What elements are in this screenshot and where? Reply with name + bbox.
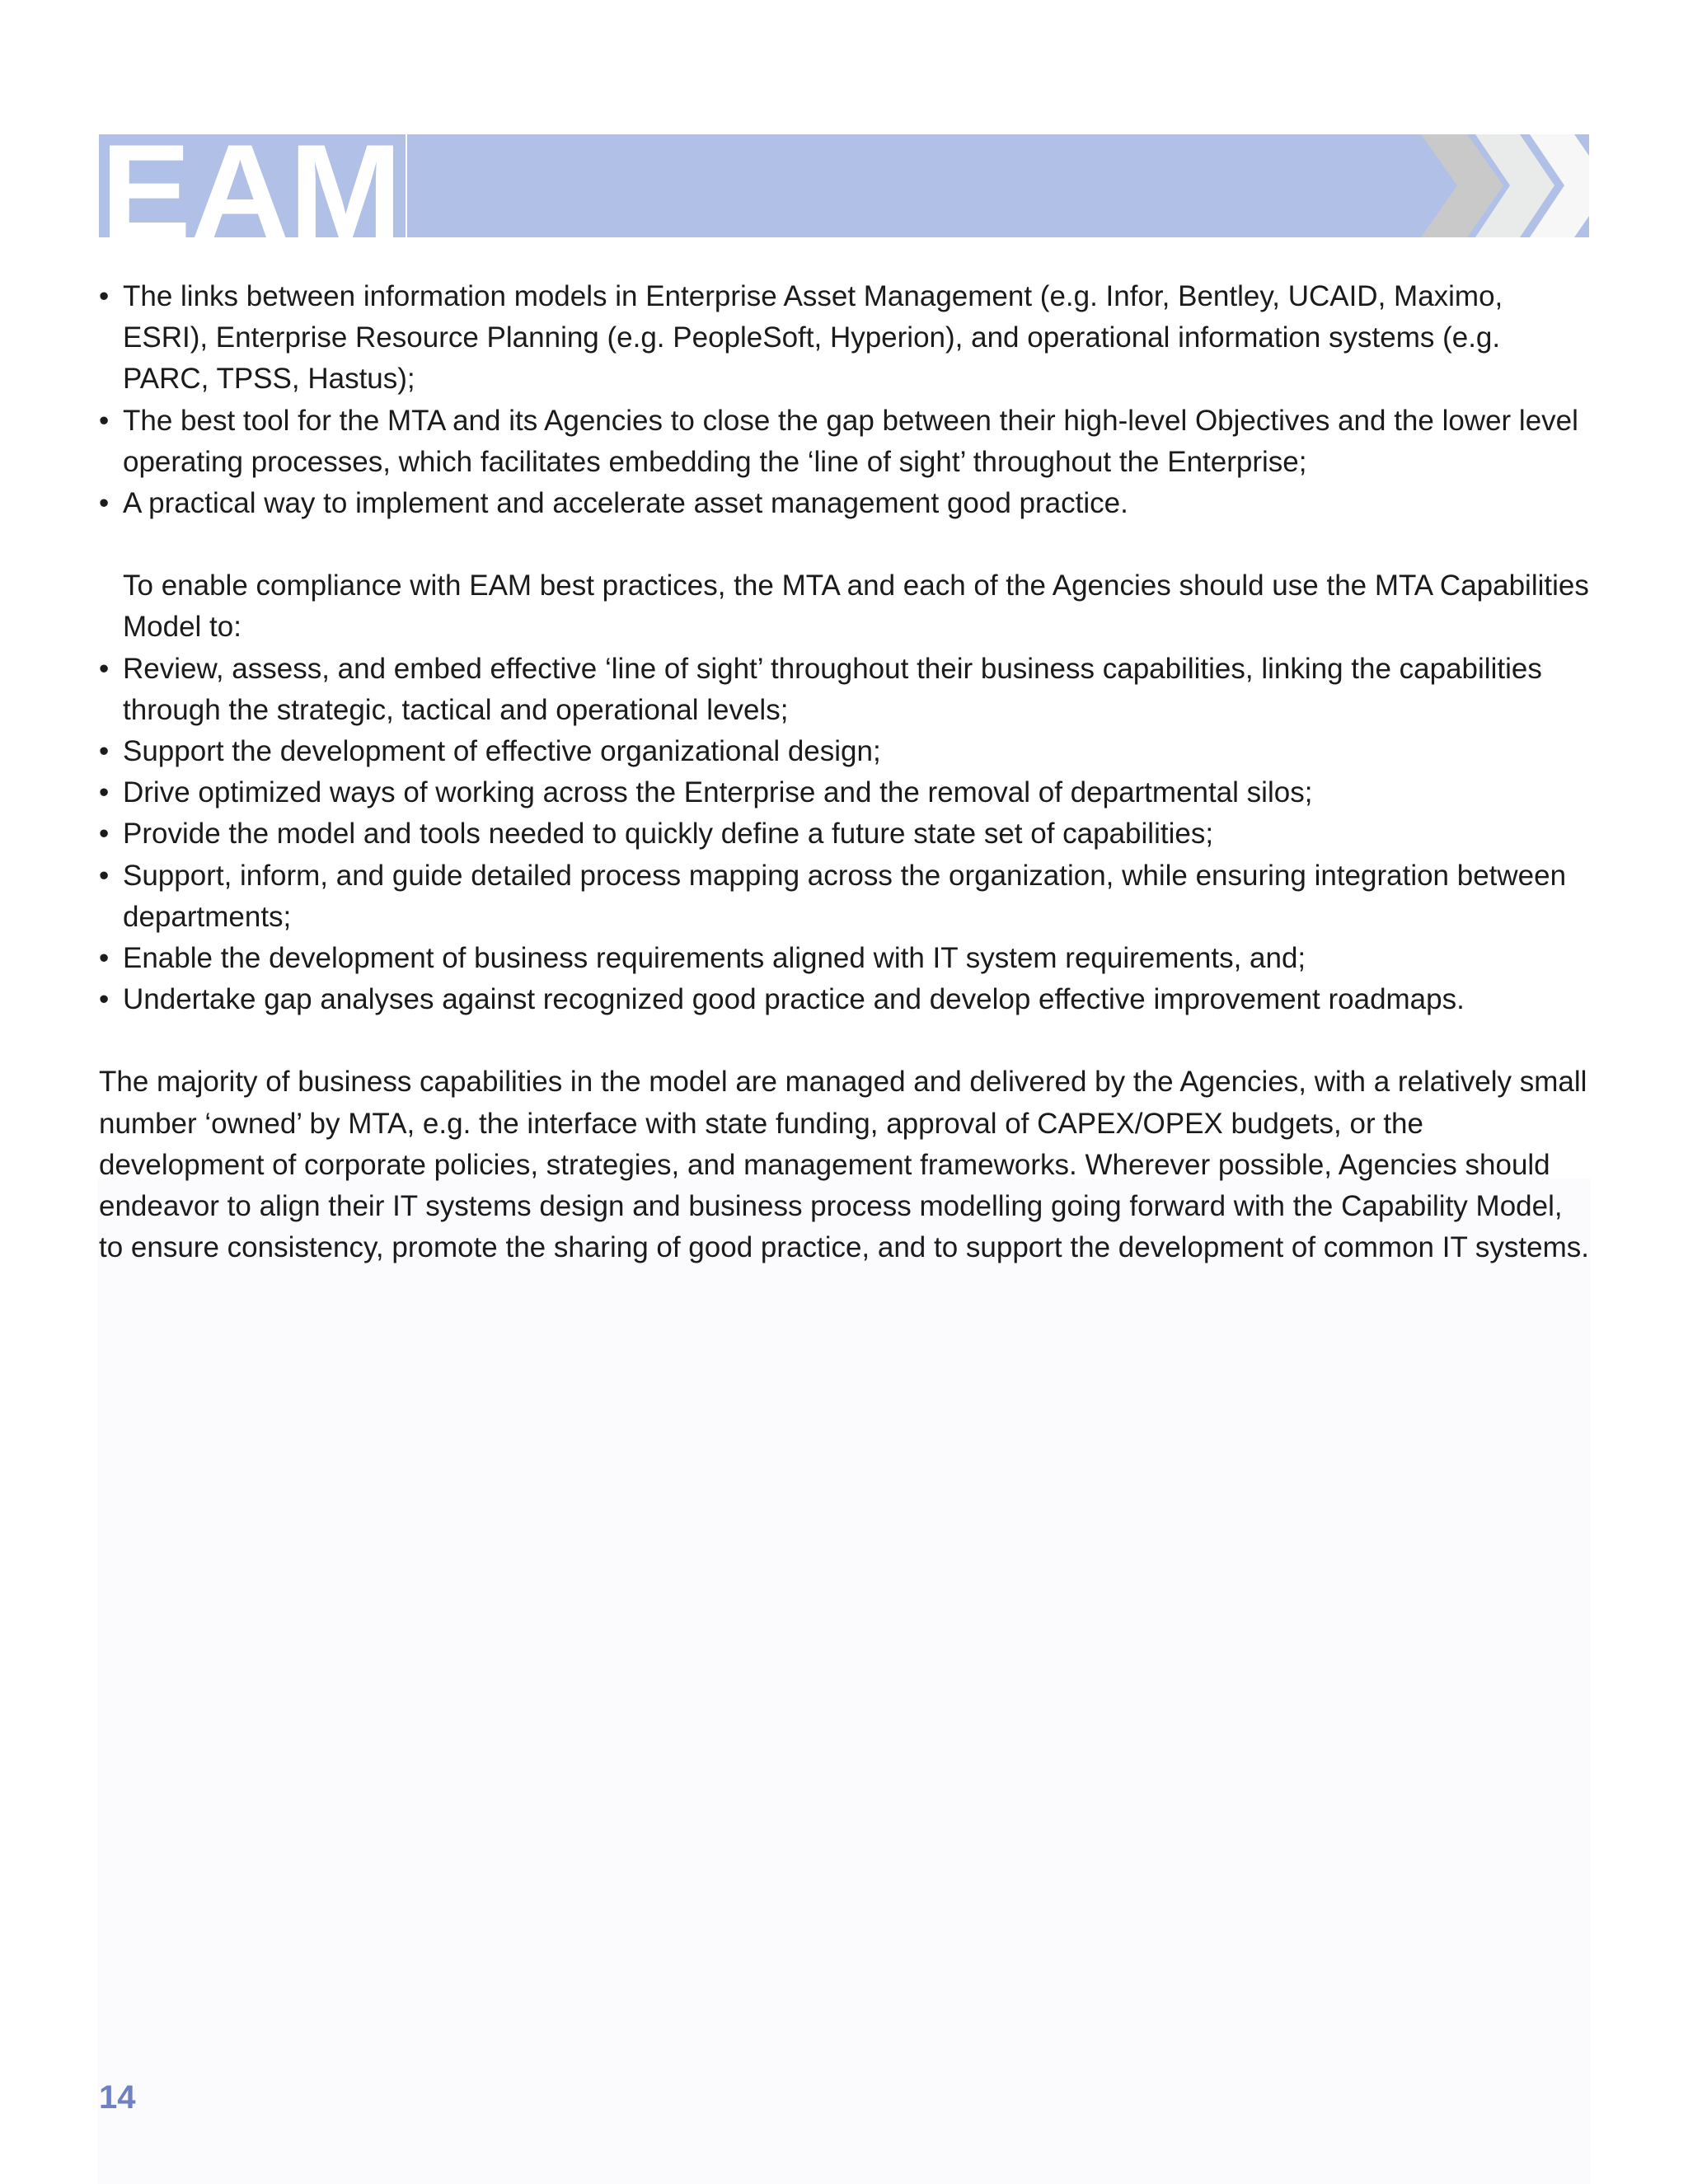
section-two-intro: To enable compliance with EAM best practices, the MTA and each of the Agencies should use the MTA Capabilities Model to: xyxy=(123,569,1589,644)
header-title: EAM xyxy=(101,134,402,237)
list-item: • Support, inform, and guide detailed process mapping across the organization, while ensuring integration between departments; xyxy=(99,855,1591,938)
closing-paragraph: The majority of business capabilities in the model are managed and delivered by the Agencies, with a relatively small number ‘owned’ by MTA, e.g. the interface with state funding, approval of CAPEX/OPEX budgets, or the development of corporate policies, strategies, and management frameworks. Wherever possible, Agencies should endeavor to align their IT systems design and business process modelling going forward with the Capability Model, to ensure consistency, promote the sharing of good practice, and to support the development of common IT systems. xyxy=(99,1066,1590,1264)
list-item: • The links between information models in Enterprise Asset Management (e.g. Infor, Bentley, UCAID, Maximo, ESRI), Enterprise Resource Planning (e.g. PeopleSoft, Hyperion), and operational information systems (e.g. PARC, TPSS, Hastus); xyxy=(99,276,1591,401)
section-one-list xyxy=(99,276,1591,524)
page-background-tint xyxy=(97,1179,1591,2184)
header-banner-graphic xyxy=(99,134,1589,237)
page-number: 14 xyxy=(99,2079,136,2116)
list-item: • The best tool for the MTA and its Agencies to close the gap between their high-level Objectives and the lower level operating processes, which facilitates embedding the ‘line of sight’ throughout the Enterprise; xyxy=(99,401,1591,483)
list-item: • Enable the development of business requirements aligned with IT system requirements, and; xyxy=(99,938,1591,979)
list-item: • Support the development of effective organizational design; xyxy=(99,731,1591,772)
list-item: • Undertake gap analyses against recognized good practice and develop effective improvement roadmaps. xyxy=(99,979,1591,1020)
list-item: • Review, assess, and embed effective ‘line of sight’ throughout their business capabilities, linking the capabilities through the strategic, tactical and operational levels; xyxy=(99,649,1591,731)
main-content xyxy=(99,276,1591,1268)
header-banner xyxy=(99,134,1589,237)
list-item: • A practical way to implement and accelerate asset management good practice. xyxy=(99,483,1591,524)
list-item: • Provide the model and tools needed to quickly define a future state set of capabilities; xyxy=(99,813,1591,855)
header-band-bar xyxy=(407,134,1589,237)
list-item: • Drive optimized ways of working across the Enterprise and the removal of departmental silos; xyxy=(99,772,1591,813)
section-two-list xyxy=(99,649,1591,1021)
